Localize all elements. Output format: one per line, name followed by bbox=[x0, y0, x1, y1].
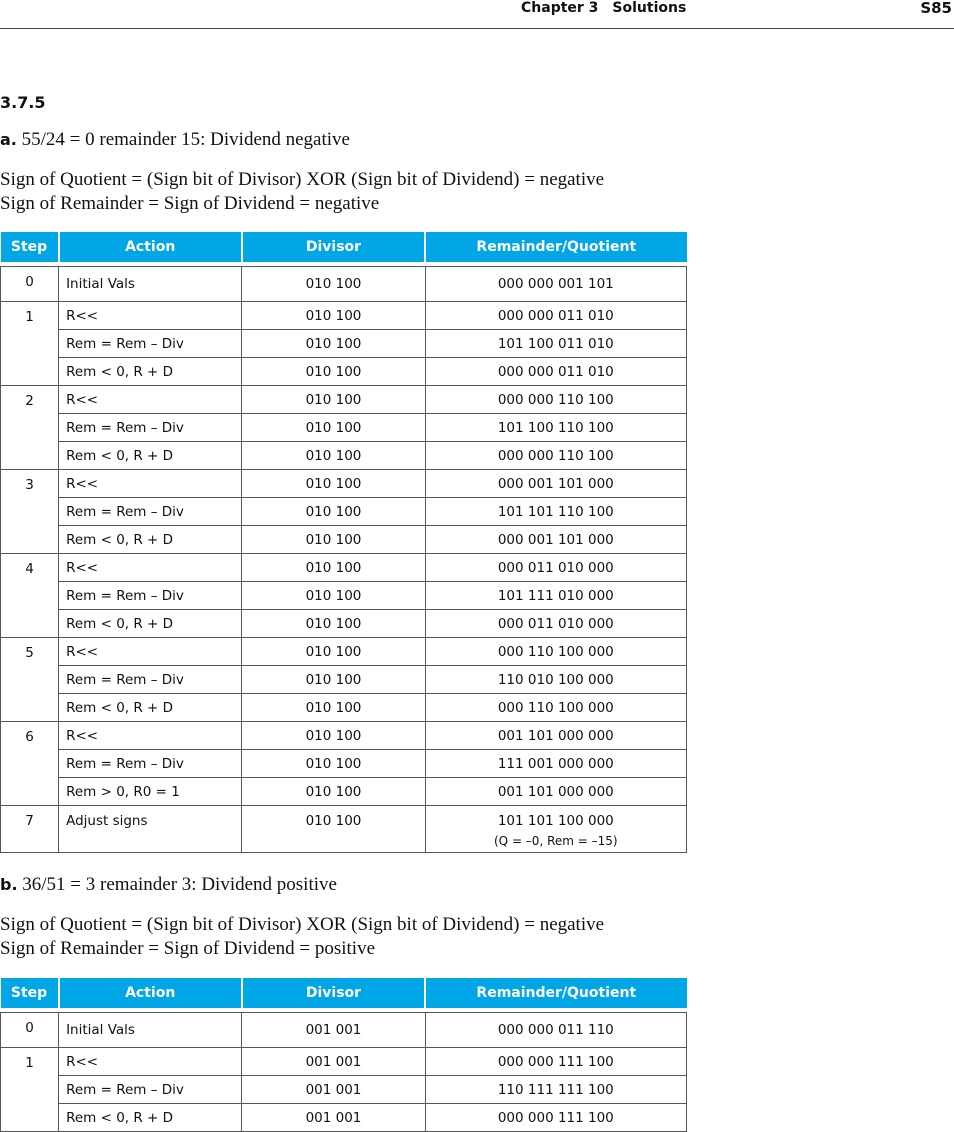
remainder-quotient-cell: 000 000 111 100 bbox=[425, 1048, 686, 1076]
column-header-divisor: Divisor bbox=[242, 978, 425, 1008]
table-row bbox=[1, 582, 687, 610]
divisor-cell: 010 100 bbox=[242, 470, 425, 498]
remainder-quotient-cell: 000 001 101 000 bbox=[425, 526, 686, 554]
part-b-title: 36/51 = 3 remainder 3: Dividend positive bbox=[22, 874, 337, 895]
column-header-divisor: Divisor bbox=[242, 232, 425, 262]
part-a-quotient-sign: Sign of Quotient = (Sign bit of Divisor) XOR (Sign bit of Dividend) = negative bbox=[0, 169, 605, 190]
table-row bbox=[1, 442, 687, 470]
column-header-action: Action bbox=[59, 978, 242, 1008]
divisor-cell: 001 001 bbox=[242, 1048, 425, 1076]
remainder-quotient-cell: 000 110 100 000 bbox=[425, 694, 686, 722]
remainder-quotient-cell: 000 000 011 110 bbox=[425, 1013, 686, 1048]
action-cell: Rem = Rem – Div bbox=[59, 582, 242, 610]
column-header-remainder-quotient: Remainder/Quotient bbox=[425, 978, 686, 1008]
table-row bbox=[1, 526, 687, 554]
step-cell: 7 bbox=[1, 806, 59, 853]
action-cell: Initial Vals bbox=[59, 267, 242, 302]
remainder-quotient-cell: 001 101 000 000 bbox=[425, 778, 686, 806]
divisor-cell: 010 100 bbox=[242, 302, 425, 330]
remainder-quotient-cell: 111 001 000 000 bbox=[425, 750, 686, 778]
remainder-quotient-cell: 101 100 110 100 bbox=[425, 414, 686, 442]
remainder-quotient-cell: 110 111 111 100 bbox=[425, 1076, 686, 1104]
table-row bbox=[1, 778, 687, 806]
table-row bbox=[1, 1076, 687, 1104]
divisor-cell: 010 100 bbox=[242, 694, 425, 722]
step-cell: 5 bbox=[1, 638, 59, 722]
remainder-quotient-cell: 000 000 111 100 bbox=[425, 1104, 686, 1132]
column-header-step: Step bbox=[1, 978, 59, 1008]
table-row bbox=[1, 1048, 687, 1076]
column-header-action: Action bbox=[59, 232, 242, 262]
step-cell: 1 bbox=[1, 302, 59, 386]
remainder-quotient-cell: 000 000 011 010 bbox=[425, 358, 686, 386]
table-row bbox=[1, 554, 687, 582]
divisor-cell: 001 001 bbox=[242, 1076, 425, 1104]
step-cell: 4 bbox=[1, 554, 59, 638]
table-row bbox=[1, 750, 687, 778]
divisor-cell: 010 100 bbox=[242, 666, 425, 694]
table-row bbox=[1, 470, 687, 498]
exercise-number: 3.7.5 bbox=[0, 93, 46, 112]
part-b-label: b. bbox=[0, 875, 18, 894]
divisor-cell: 010 100 bbox=[242, 750, 425, 778]
part-a-label: a. bbox=[0, 130, 17, 149]
divisor-cell: 010 100 bbox=[242, 358, 425, 386]
column-header-step: Step bbox=[1, 232, 59, 262]
action-cell: Rem = Rem – Div bbox=[59, 750, 242, 778]
table-row bbox=[1, 1104, 687, 1132]
step-cell: 2 bbox=[1, 386, 59, 470]
divisor-cell: 001 001 bbox=[242, 1013, 425, 1048]
result-note: (Q = –0, Rem = –15) bbox=[494, 834, 618, 848]
action-cell: R<< bbox=[59, 470, 242, 498]
divisor-cell: 010 100 bbox=[242, 806, 425, 853]
division-table-b bbox=[0, 978, 687, 1132]
action-cell: Rem = Rem – Div bbox=[59, 666, 242, 694]
action-cell: Rem < 0, R + D bbox=[59, 442, 242, 470]
action-cell: R<< bbox=[59, 1048, 242, 1076]
remainder-quotient-cell: 001 101 000 000 bbox=[425, 722, 686, 750]
action-cell: R<< bbox=[59, 638, 242, 666]
remainder-quotient-cell: 000 000 110 100 bbox=[425, 442, 686, 470]
divisor-cell: 010 100 bbox=[242, 386, 425, 414]
table-row bbox=[1, 694, 687, 722]
action-cell: Rem < 0, R + D bbox=[59, 526, 242, 554]
table-row bbox=[1, 267, 687, 302]
remainder-quotient-cell: 110 010 100 000 bbox=[425, 666, 686, 694]
action-cell: Rem < 0, R + D bbox=[59, 610, 242, 638]
remainder-quotient-cell: 000 000 001 101 bbox=[425, 267, 686, 302]
action-cell: Rem = Rem – Div bbox=[59, 330, 242, 358]
section-label: Solutions bbox=[612, 0, 687, 16]
action-cell: Adjust signs bbox=[59, 806, 242, 853]
table-row bbox=[1, 610, 687, 638]
remainder-quotient-cell: 000 011 010 000 bbox=[425, 554, 686, 582]
divisor-cell: 010 100 bbox=[242, 498, 425, 526]
remainder-quotient-cell: 101 111 010 000 bbox=[425, 582, 686, 610]
part-a-title: 55/24 = 0 remainder 15: Dividend negative bbox=[21, 129, 350, 150]
part-b-heading bbox=[0, 873, 337, 897]
table-row bbox=[1, 1013, 687, 1048]
part-a-remainder-sign: Sign of Remainder = Sign of Dividend = negative bbox=[0, 193, 380, 214]
divisor-cell: 010 100 bbox=[242, 526, 425, 554]
divisor-cell: 010 100 bbox=[242, 582, 425, 610]
step-cell: 0 bbox=[1, 1013, 59, 1048]
action-cell: Rem = Rem – Div bbox=[59, 498, 242, 526]
page-number: S85 bbox=[920, 0, 952, 17]
table-row bbox=[1, 302, 687, 330]
remainder-quotient-cell: 000 000 110 100 bbox=[425, 386, 686, 414]
remainder-quotient-cell: 101 101 110 100 bbox=[425, 498, 686, 526]
action-cell: Rem < 0, R + D bbox=[59, 1104, 242, 1132]
table-header-row bbox=[1, 232, 687, 262]
divisor-cell: 010 100 bbox=[242, 638, 425, 666]
column-header-remainder-quotient: Remainder/Quotient bbox=[425, 232, 686, 262]
remainder-quotient-cell: 000 001 101 000 bbox=[425, 470, 686, 498]
table-row bbox=[1, 358, 687, 386]
final-value: 101 101 100 000 bbox=[497, 813, 614, 829]
divisor-cell: 010 100 bbox=[242, 442, 425, 470]
table-row bbox=[1, 386, 687, 414]
table-row bbox=[1, 414, 687, 442]
table-row bbox=[1, 722, 687, 750]
table-row bbox=[1, 638, 687, 666]
action-cell: R<< bbox=[59, 386, 242, 414]
divisor-cell: 010 100 bbox=[242, 610, 425, 638]
table-row bbox=[1, 330, 687, 358]
action-cell: Rem < 0, R + D bbox=[59, 358, 242, 386]
table-row-final bbox=[1, 806, 687, 853]
action-cell: Rem = Rem – Div bbox=[59, 1076, 242, 1104]
divisor-cell: 010 100 bbox=[242, 330, 425, 358]
action-cell: R<< bbox=[59, 554, 242, 582]
step-cell: 3 bbox=[1, 470, 59, 554]
remainder-quotient-cell: 000 110 100 000 bbox=[425, 638, 686, 666]
remainder-quotient-cell: 000 011 010 000 bbox=[425, 610, 686, 638]
page-header bbox=[0, 0, 954, 29]
divisor-cell: 001 001 bbox=[242, 1104, 425, 1132]
action-cell: R<< bbox=[59, 722, 242, 750]
action-cell: Rem = Rem – Div bbox=[59, 414, 242, 442]
divisor-cell: 010 100 bbox=[242, 554, 425, 582]
division-table-a bbox=[0, 232, 687, 853]
divisor-cell: 010 100 bbox=[242, 722, 425, 750]
divisor-cell: 010 100 bbox=[242, 414, 425, 442]
remainder-quotient-cell: 101 100 011 010 bbox=[425, 330, 686, 358]
part-b-quotient-sign: Sign of Quotient = (Sign bit of Divisor) XOR (Sign bit of Dividend) = negative bbox=[0, 914, 605, 935]
table-row bbox=[1, 666, 687, 694]
divisor-cell: 010 100 bbox=[242, 267, 425, 302]
part-a-heading bbox=[0, 128, 350, 152]
running-head bbox=[521, 0, 686, 17]
action-cell: Rem > 0, R0 = 1 bbox=[59, 778, 242, 806]
table-header-row bbox=[1, 978, 687, 1008]
step-cell: 6 bbox=[1, 722, 59, 806]
action-cell: Initial Vals bbox=[59, 1013, 242, 1048]
divisor-cell: 010 100 bbox=[242, 778, 425, 806]
chapter-label: Chapter 3 bbox=[521, 0, 599, 16]
action-cell: R<< bbox=[59, 302, 242, 330]
remainder-quotient-cell bbox=[425, 806, 686, 853]
step-cell: 0 bbox=[1, 267, 59, 302]
remainder-quotient-cell: 000 000 011 010 bbox=[425, 302, 686, 330]
step-cell: 1 bbox=[1, 1048, 59, 1132]
table-row bbox=[1, 498, 687, 526]
part-b-remainder-sign: Sign of Remainder = Sign of Dividend = positive bbox=[0, 938, 376, 959]
action-cell: Rem < 0, R + D bbox=[59, 694, 242, 722]
